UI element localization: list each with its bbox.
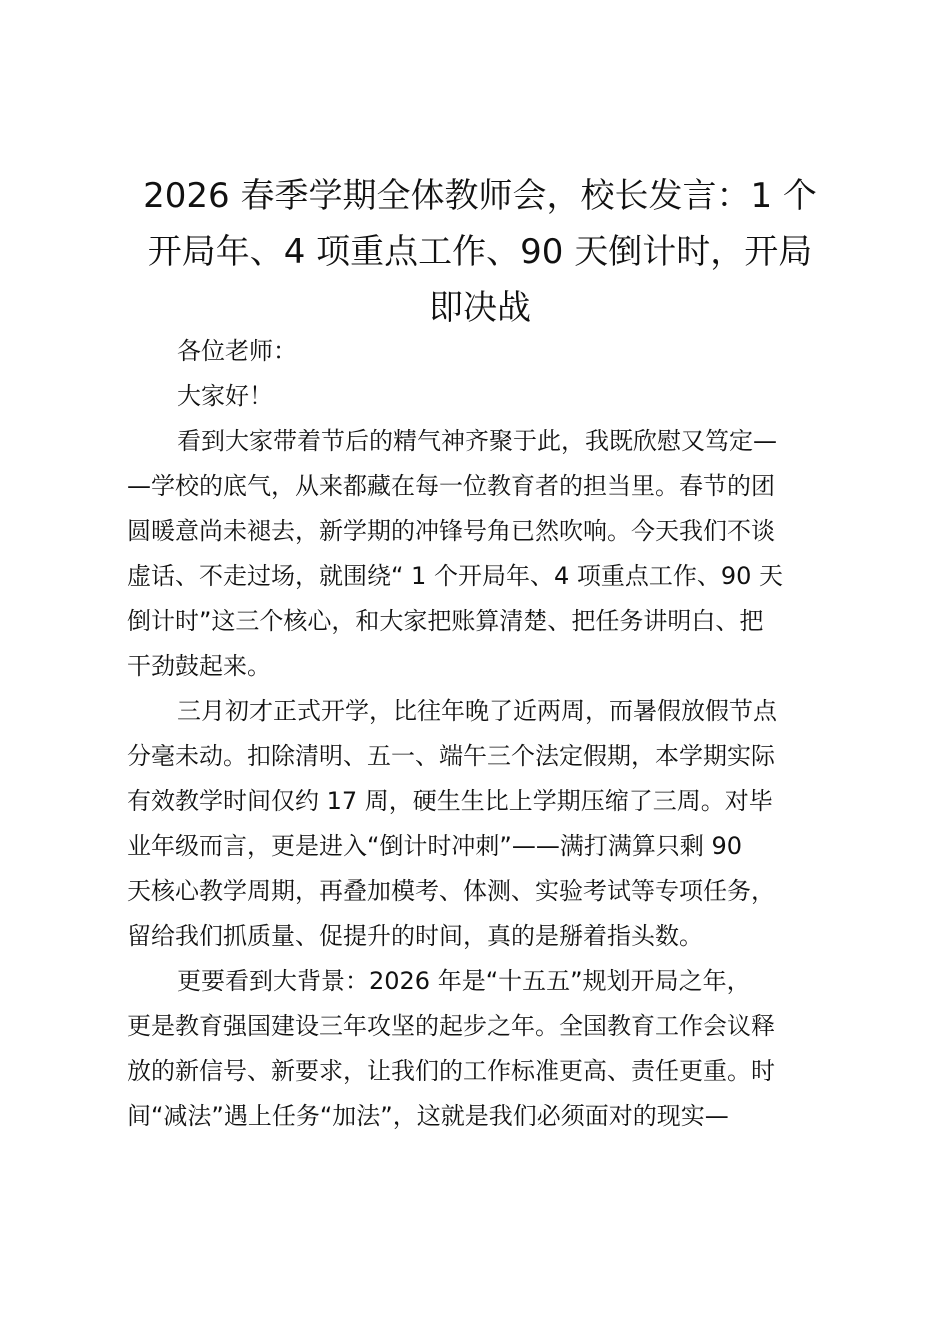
text-line: 有效教学时间仅约 17 周，硬生生比上学期压缩了三周。对毕	[127, 787, 773, 815]
text-line: 分毫未动。扣除清明、五一、端午三个法定假期，本学期实际	[127, 742, 775, 770]
body-paragraph	[127, 689, 837, 959]
text-line: 天核心教学周期，再叠加模考、体测、实验考试等专项任务，	[127, 877, 775, 905]
body-paragraph	[127, 959, 837, 1139]
document-title	[122, 168, 838, 336]
text-line: 大家好！	[177, 382, 273, 410]
title-line: 开局年、4 项重点工作、90 天倒计时，开局	[147, 232, 813, 272]
text-line: 倒计时”这三个核心，和大家把账算清楚、把任务讲明白、把	[127, 607, 764, 635]
text-line: 间“减法”遇上任务“加法”，这就是我们必须面对的现实—	[127, 1102, 729, 1130]
title-line: 即决战	[429, 288, 531, 328]
document-body	[127, 329, 837, 1139]
text-line: 三月初才正式开学，比往年晚了近两周，而暑假放假节点	[177, 697, 777, 725]
text-line: 业年级而言，更是进入“倒计时冲刺”——满打满算只剩 90	[127, 832, 743, 860]
text-line: 看到大家带着节后的精气神齐聚于此，我既欣慰又笃定—	[177, 427, 777, 455]
text-line: —学校的底气，从来都藏在每一位教育者的担当里。春节的团	[127, 472, 775, 500]
text-line: 更要看到大背景：2026 年是“十五五”规划开局之年，	[177, 967, 751, 995]
greeting-paragraph	[127, 374, 837, 419]
body-paragraph	[127, 419, 837, 689]
title-line: 2026 春季学期全体教师会，校长发言：1 个	[143, 176, 817, 216]
text-line: 更是教育强国建设三年攻坚的起步之年。全国教育工作会议释	[127, 1012, 775, 1040]
text-line: 各位老师：	[177, 337, 297, 365]
text-line: 放的新信号、新要求，让我们的工作标准更高、责任更重。时	[127, 1057, 775, 1085]
salutation-paragraph	[127, 329, 837, 374]
text-line: 圆暖意尚未褪去，新学期的冲锋号角已然吹响。今天我们不谈	[127, 517, 775, 545]
text-line: 虚话、不走过场，就围绕“ 1 个开局年、4 项重点工作、90 天	[127, 562, 784, 590]
text-line: 干劲鼓起来。	[127, 652, 271, 680]
text-line: 留给我们抓质量、促提升的时间，真的是掰着指头数。	[127, 922, 703, 950]
